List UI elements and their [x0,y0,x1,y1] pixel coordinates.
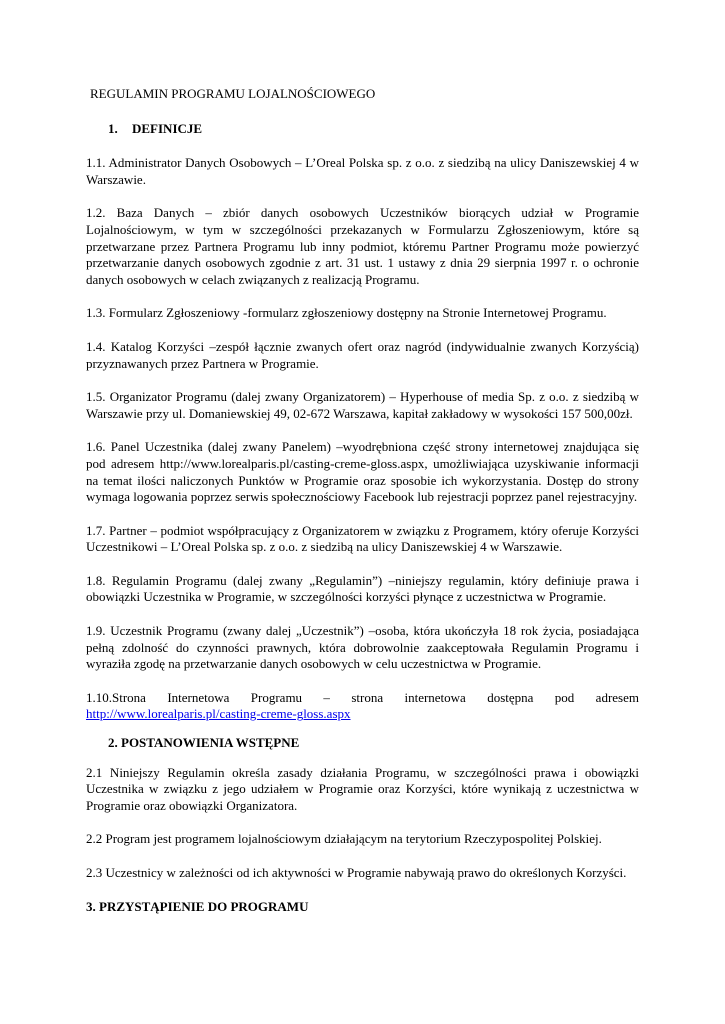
definition-1-3: 1.3. Formularz Zgłoszeniowy -formularz zgłoszeniowy dostępny na Stronie Internetowej Programu. [86,305,607,321]
definition-1-10 [86,690,639,723]
section-heading-initial-provisions: 2. POSTANOWIENIA WSTĘPNE [108,735,300,751]
definition-1-7: 1.7. Partner – podmiot współpracujący z Organizatorem w związku z Programem, który oferuje Korzyści Uczestnikowi – L’Oreal Polska sp. z o.o. z siedzibą na ulicy Daniszewskiej 4 w Warszawie. [86,522,639,555]
definition-1-9: 1.9. Uczestnik Programu (zwany dalej „Uczestnik”) –osoba, która ukończyła 18 rok życia, posiadająca pełną zdolność do czynności prawnych, która dobrowolnie zaakceptowała Regulamin Programu i wyraziła zgodę na przetwarzanie danych osobowych w celu uczestnictwa w Programie. [86,623,639,672]
provision-2-1: 2.1 Niniejszy Regulamin określa zasady działania Programu, w szczególności prawa i obowiązki Uczestnika w związku z jego udziałem w Programie oraz Korzyści, które wynikają z uczestnictwa w Programie oraz obowiązki Organizatora. [86,764,639,813]
definition-1-10-text: 1.10.Strona Internetowa Programu – strona internetowa dostępna pod adresem [86,689,639,705]
definition-1-5: 1.5. Organizator Programu (dalej zwany Organizatorem) – Hyperhouse of media Sp. z o.o. z siedzibą w Warszawie przy ul. Domaniewskiej 49, 02-672 Warszawa, kapitał zakładowy w wysokości 157 500,00zł. [86,389,639,421]
definition-1-4: 1.4. Katalog Korzyści –zespół łącznie zwanych ofert oraz nagród (indywidualnie zwanych Korzyścią) przyznawanych przez Partnera w Programie. [86,338,639,371]
document-body [86,86,639,915]
provision-2-3: 2.3 Uczestnicy w zależności od ich aktywności w Programie nabywają prawo do określonych Korzyści. [86,865,627,880]
document-title: REGULAMIN PROGRAMU LOJALNOŚCIOWEGO [90,86,376,101]
section-number: 1. [108,120,118,136]
definition-1-8: 1.8. Regulamin Programu (dalej zwany „Regulamin”) –niniejszy regulamin, który definiuje prawa i obowiązki Uczestnika w Programie, w szczególności korzyści płynące z uczestnictwa w Programie. [86,572,639,605]
section-heading-joining: 3. PRZYSTĄPIENIE DO PROGRAMU [86,898,309,914]
provision-2-2: 2.2 Program jest programem lojalnościowym działającym na terytorium Rzeczypospolitej Polskiej. [86,831,602,847]
website-link[interactable]: http://www.lorealparis.pl/casting-creme-gloss.aspx [86,706,351,722]
section-heading-definitions [86,121,639,138]
definition-1-6: 1.6. Panel Uczestnika (dalej zwany Panelem) –wyodrębniona część strony internetowej znajdująca się pod adresem http://www.lorealparis.pl/casting-creme-gloss.aspx, umożliwiająca uzyskiwanie informacji na temat ilości naliczonych Punktów w Programie oraz sposobie ich wykorzystania. Dostęp do strony wymaga logowania poprzez serwis społecznościowy Facebook lub rejestracji poprzez panel rejestracyjny. [86,439,639,505]
definition-1-1: 1.1. Administrator Danych Osobowych – L’Oreal Polska sp. z o.o. z siedzibą na ulicy Daniszewskiej 4 w Warszawie. [86,155,639,187]
definition-1-2: 1.2. Baza Danych – zbiór danych osobowych Uczestników biorących udział w Programie Lojalnościowym, w tym w szczególności przekazanych w Formularzu Zgłoszeniowym, które są przetwarzane przez Partnera Programu lub inny podmiot, któremu Partner Programu może powierzyć przetwarzanie danych osobowych zgodnie z art. 31 ust. 1 ustawy z dnia 29 sierpnia 1997 r. o ochronie danych osobowych w celach związanych z realizacją Programu. [86,205,639,287]
section-title: DEFINICJE [132,120,203,136]
